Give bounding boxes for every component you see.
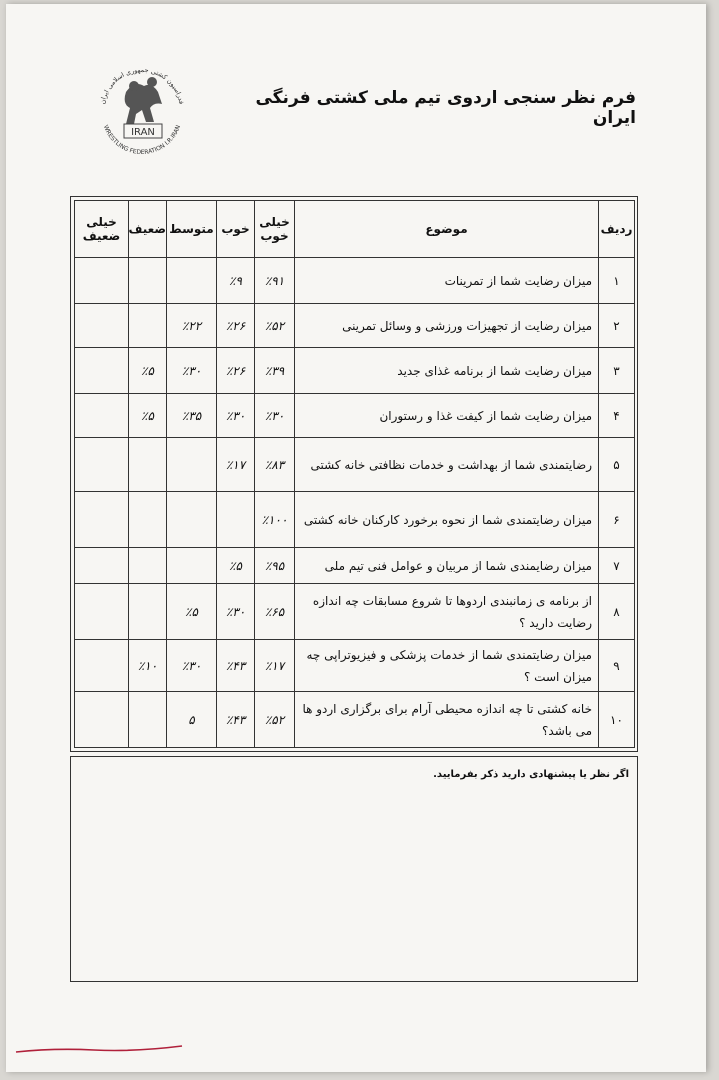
- table-row: [75, 492, 635, 548]
- cell-good: ٪۳۰: [217, 394, 255, 438]
- cell-average: [167, 492, 217, 548]
- red-pen-mark: [14, 1038, 184, 1058]
- cell-very-good: ٪۸۳: [255, 438, 295, 492]
- cell-very-weak: [75, 692, 129, 748]
- cell-average: [167, 548, 217, 584]
- cell-good: ٪۴۳: [217, 692, 255, 748]
- header-very-weak: خیلی ضعیف: [75, 201, 129, 258]
- logo-arc-text: فدراسیون کشتی جمهوری اسلامی ایران: [98, 65, 186, 105]
- survey-table: [74, 200, 635, 748]
- cell-weak: [129, 304, 167, 348]
- row-idx: ۲: [599, 304, 635, 348]
- header-idx: ردیف: [599, 201, 635, 258]
- cell-very-good: ٪۳۰: [255, 394, 295, 438]
- cell-very-good: ٪۹۱: [255, 258, 295, 304]
- row-topic: میزان رضایت شما از تمرینات: [295, 258, 599, 304]
- cell-good: ٪۵: [217, 548, 255, 584]
- cell-weak: [129, 584, 167, 640]
- row-idx: ۵: [599, 438, 635, 492]
- table-row: [75, 348, 635, 394]
- header-topic: موضوع: [295, 201, 599, 258]
- table-header-row: [75, 201, 635, 258]
- cell-average: ٪۳۰: [167, 348, 217, 394]
- cell-weak: ٪۱۰: [129, 640, 167, 692]
- cell-weak: ٪۵: [129, 348, 167, 394]
- cell-very-weak: [75, 394, 129, 438]
- header-weak: ضعیف: [129, 201, 167, 258]
- row-idx: ۹: [599, 640, 635, 692]
- table-row: [75, 258, 635, 304]
- cell-weak: [129, 492, 167, 548]
- wrestling-federation-logo: [88, 52, 196, 170]
- row-idx: ۶: [599, 492, 635, 548]
- cell-weak: ٪۵: [129, 394, 167, 438]
- row-topic: خانه کشتی تا چه اندازه محیطی آرام برای برگزاری اردو ها می باشد؟: [295, 692, 599, 748]
- logo-badge-text: IRAN: [131, 127, 155, 138]
- cell-good: ٪۱۷: [217, 438, 255, 492]
- cell-good: [217, 492, 255, 548]
- cell-very-good: ٪۶۵: [255, 584, 295, 640]
- row-idx: ۱: [599, 258, 635, 304]
- header-average: متوسط: [167, 201, 217, 258]
- row-topic: از برنامه ی زمانبندی اردوها تا شروع مسابقات چه اندازه رضایت دارید ؟: [295, 584, 599, 640]
- cell-very-good: ٪۹۵: [255, 548, 295, 584]
- cell-very-weak: [75, 348, 129, 394]
- suggestions-label: اگر نظر یا پیشنهادی دارید ذکر بفرمایید.: [433, 769, 629, 780]
- cell-average: ۵: [167, 692, 217, 748]
- cell-average: [167, 438, 217, 492]
- cell-very-good: ٪۱۰۰: [255, 492, 295, 548]
- suggestions-box: [70, 756, 638, 982]
- row-topic: میزان رضایت شما از برنامه غذای جدید: [295, 348, 599, 394]
- cell-average: ٪۳۰: [167, 640, 217, 692]
- table-row: [75, 640, 635, 692]
- cell-average: ٪۵: [167, 584, 217, 640]
- cell-good: ٪۹: [217, 258, 255, 304]
- table-row: [75, 548, 635, 584]
- row-topic: میزان رضایت از تجهیزات ورزشی و وسائل تمرینی: [295, 304, 599, 348]
- cell-good: ٪۳۰: [217, 584, 255, 640]
- cell-average: ٪۳۵: [167, 394, 217, 438]
- logo-bottom-text: WRESTLING FEDERATION I.R.IRAN: [101, 124, 183, 157]
- cell-very-weak: [75, 258, 129, 304]
- cell-average: ٪۲۲: [167, 304, 217, 348]
- row-idx: ۳: [599, 348, 635, 394]
- row-topic: میزان رضایمندی شما از مربیان و عوامل فنی تیم ملی: [295, 548, 599, 584]
- row-idx: ۸: [599, 584, 635, 640]
- row-topic: میزان رضایت شما از کیفت غذا و رستوران: [295, 394, 599, 438]
- cell-very-good: ٪۵۲: [255, 692, 295, 748]
- table-row: [75, 438, 635, 492]
- cell-very-weak: [75, 584, 129, 640]
- cell-weak: [129, 438, 167, 492]
- row-idx: ۱۰: [599, 692, 635, 748]
- cell-very-weak: [75, 548, 129, 584]
- cell-average: [167, 258, 217, 304]
- row-topic: میزان رضایتمندی شما از خدمات پزشکی و فیزیوتراپی چه میزان است ؟: [295, 640, 599, 692]
- row-topic: رضایتمندی شما از بهداشت و خدمات نظافتی خانه کشتی: [295, 438, 599, 492]
- cell-weak: [129, 258, 167, 304]
- cell-very-good: ٪۵۲: [255, 304, 295, 348]
- cell-very-weak: [75, 304, 129, 348]
- table-row: [75, 584, 635, 640]
- cell-weak: [129, 548, 167, 584]
- row-idx: ۷: [599, 548, 635, 584]
- header-good: خوب: [217, 201, 255, 258]
- cell-good: ٪۲۶: [217, 304, 255, 348]
- cell-good: ٪۴۳: [217, 640, 255, 692]
- cell-very-weak: [75, 438, 129, 492]
- cell-good: ٪۲۶: [217, 348, 255, 394]
- table-row: [75, 304, 635, 348]
- cell-very-good: ٪۳۹: [255, 348, 295, 394]
- cell-weak: [129, 692, 167, 748]
- cell-very-weak: [75, 640, 129, 692]
- table-row: [75, 394, 635, 438]
- row-idx: ۴: [599, 394, 635, 438]
- cell-very-weak: [75, 492, 129, 548]
- header-very-good: خیلی خوب: [255, 201, 295, 258]
- table-row: [75, 692, 635, 748]
- row-topic: میزان رضایتمندی شما از نحوه برخورد کارکنان خانه کشتی: [295, 492, 599, 548]
- cell-very-good: ٪۱۷: [255, 640, 295, 692]
- form-title: فرم نظر سنجی اردوی تیم ملی کشتی فرنگی ایران: [255, 88, 636, 128]
